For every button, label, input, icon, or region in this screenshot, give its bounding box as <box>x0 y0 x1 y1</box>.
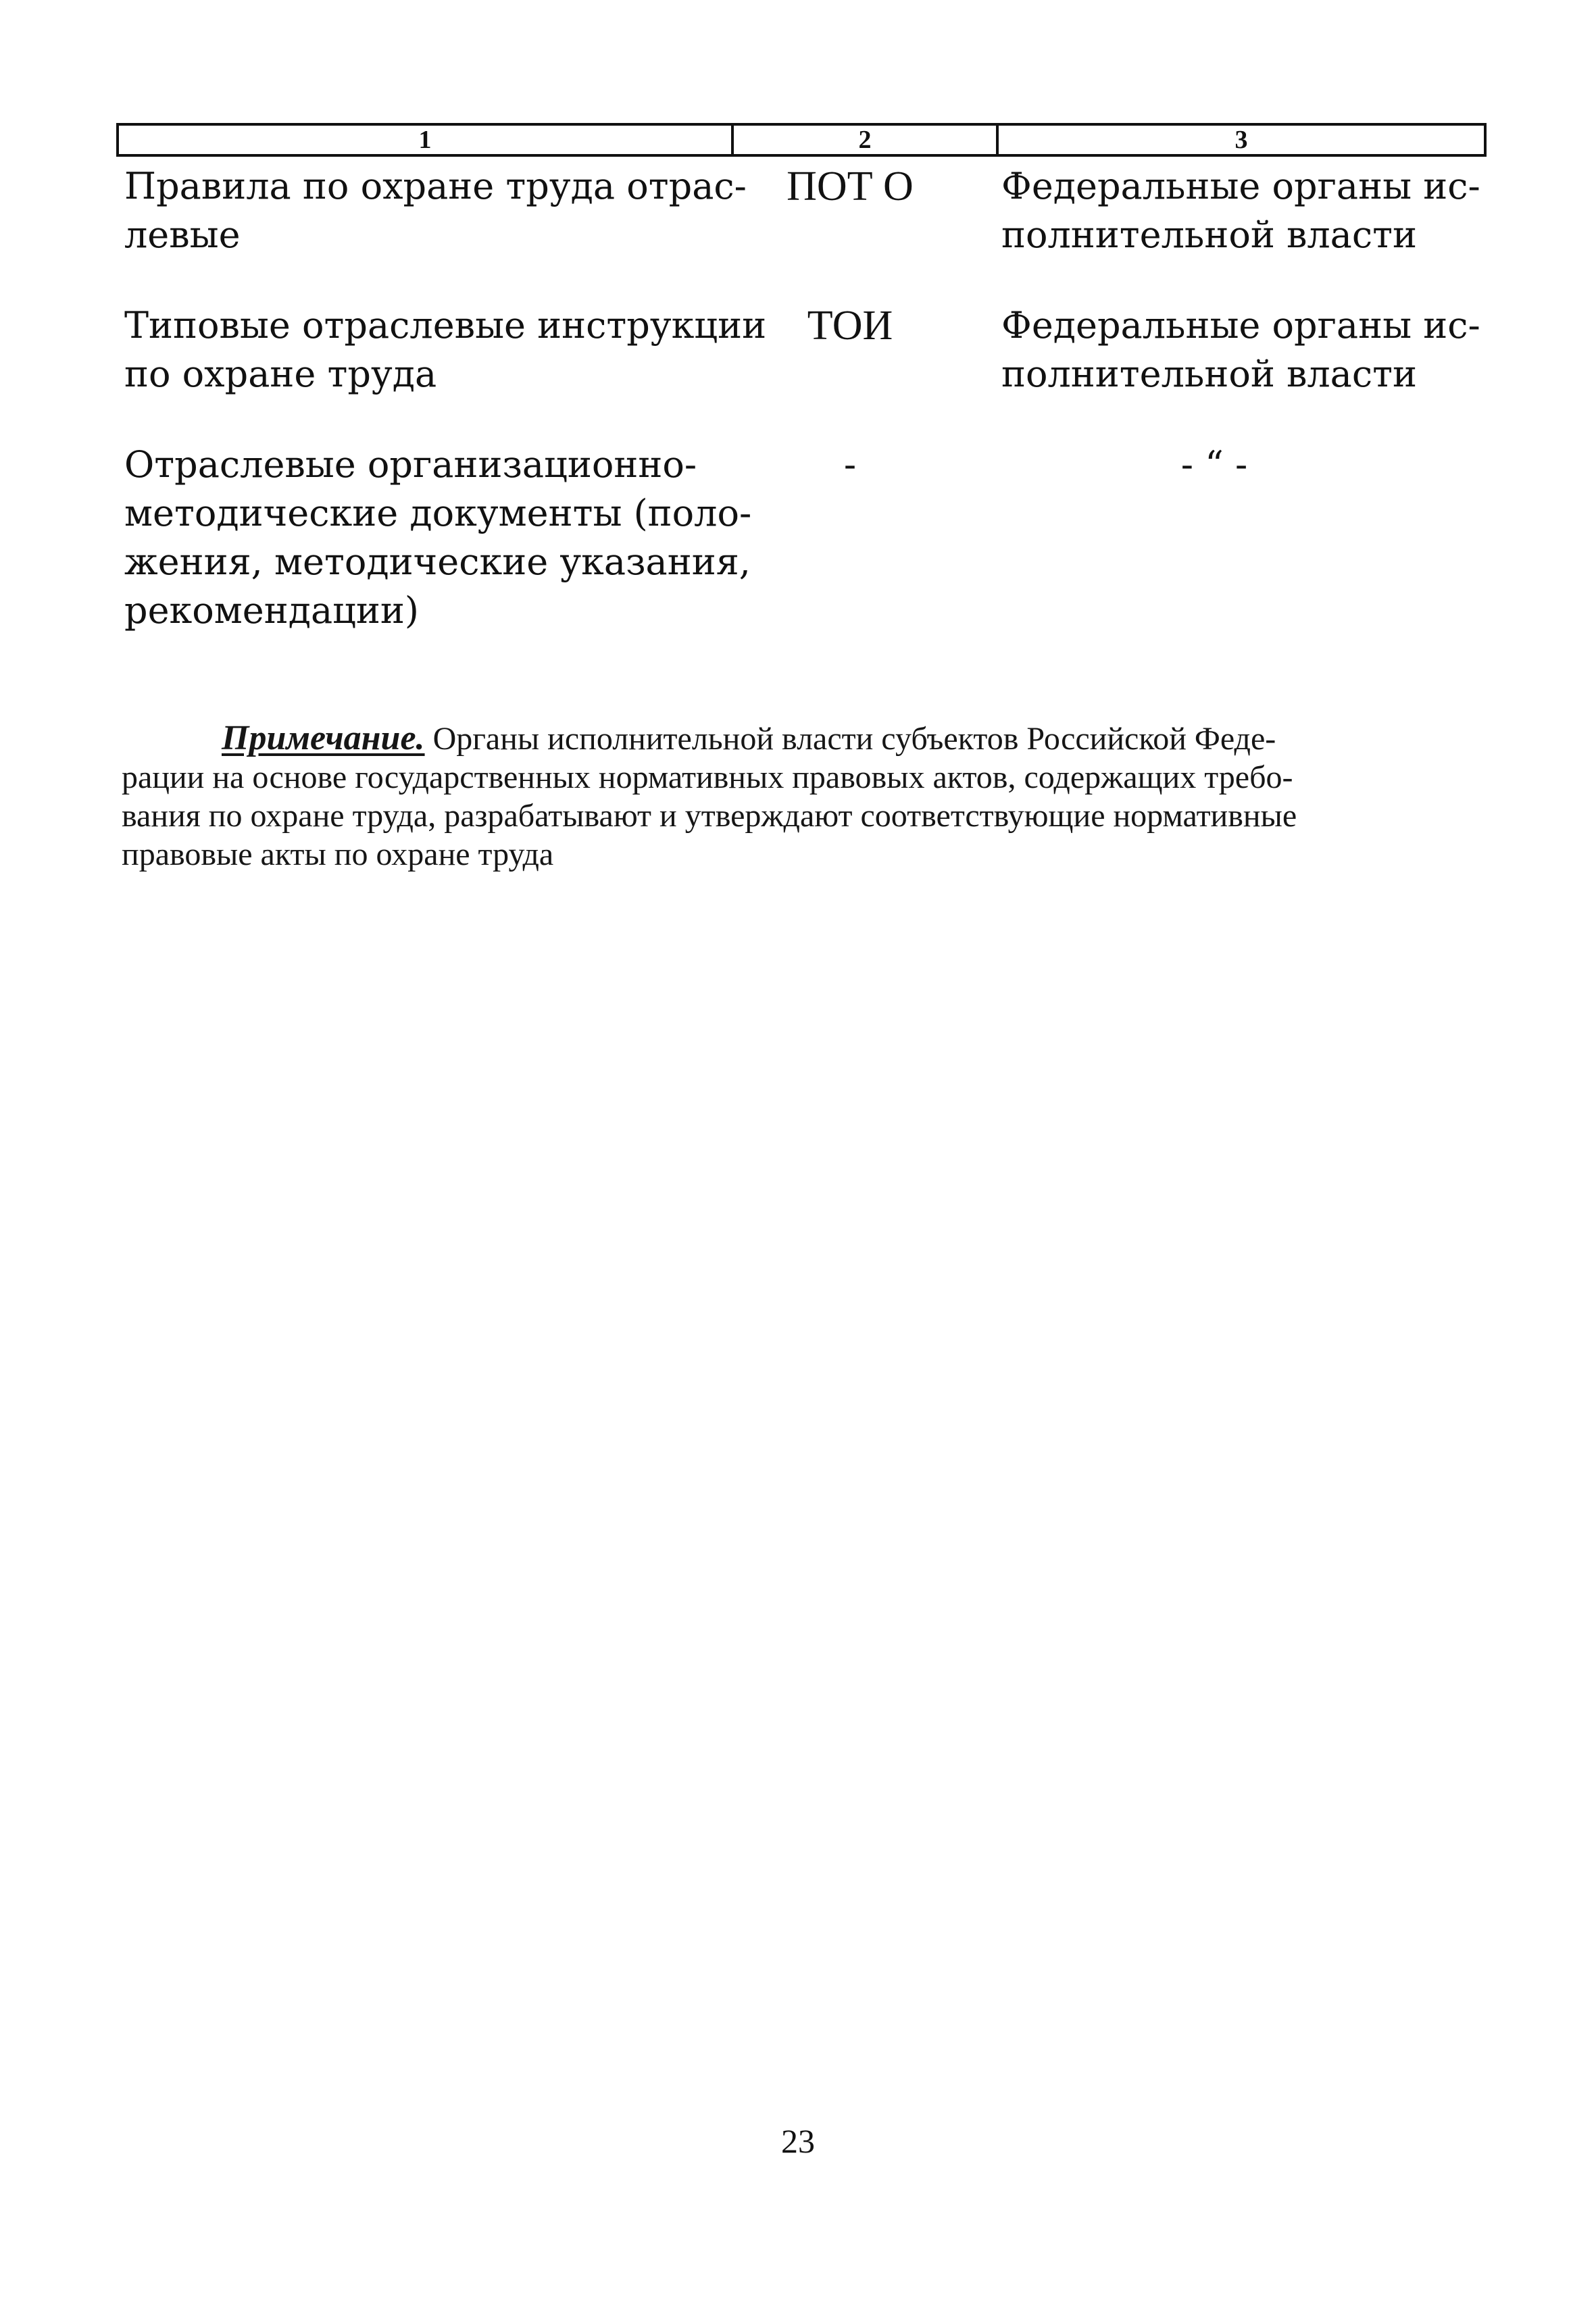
page-number: 23 <box>781 2122 815 2160</box>
cell-text-line: по охране труда <box>124 353 437 395</box>
cell-text-line: рекомендации) <box>124 589 419 632</box>
table-row <box>116 441 1487 635</box>
document-type-cell <box>116 162 747 259</box>
note-first-line <box>122 719 1466 758</box>
ditto-mark: - “ - <box>1180 443 1248 486</box>
cell-text-line: Типовые отраслевые инструкции <box>124 304 767 347</box>
approving-authority-cell <box>996 301 1487 399</box>
document-code-cell: ПОТ О <box>787 164 914 209</box>
table-row <box>116 162 1487 259</box>
cell-text-line: Отраслевые организационно- <box>124 443 697 486</box>
document-type-cell <box>116 301 767 399</box>
note-text-line: вания по охране труда, разрабатывают и утверждают соответствующие нормативные <box>122 798 1297 834</box>
document-code-cell: ТОИ <box>807 303 893 349</box>
note-text-line: правовые акты по охране труда <box>122 836 554 872</box>
document-code-cell: - <box>843 443 857 486</box>
cell-text-line: методические документы (поло- <box>124 492 752 534</box>
table-header <box>116 123 1487 157</box>
cell-text-line: Правила по охране труда отрас- <box>124 165 747 207</box>
note-paragraph <box>122 719 1466 874</box>
note-text-line: Органы исполнительной власти субъектов Российской Феде- <box>424 721 1276 757</box>
approving-authority-cell <box>996 441 1487 635</box>
cell-text-line: полнительной власти <box>1001 353 1417 395</box>
column-header-1: 1 <box>119 126 734 154</box>
column-header-3: 3 <box>1235 126 1248 154</box>
cell-text-line: Федеральные органы ис- <box>1001 304 1480 347</box>
table-row <box>116 301 1487 399</box>
cell-text-line: жения, методические указания, <box>124 540 751 583</box>
document-type-cell <box>116 441 752 635</box>
cell-text-line: полнительной власти <box>1001 213 1417 256</box>
cell-text-line: левые <box>124 213 241 256</box>
note-label: Примечание. <box>222 719 425 757</box>
cell-text-line: Федеральные органы ис- <box>1001 165 1480 207</box>
approving-authority-cell <box>996 162 1487 259</box>
note-text-line: рации на основе государственных нормативных правовых актов, содержащих требо- <box>122 759 1293 795</box>
column-header-2: 2 <box>734 126 999 154</box>
